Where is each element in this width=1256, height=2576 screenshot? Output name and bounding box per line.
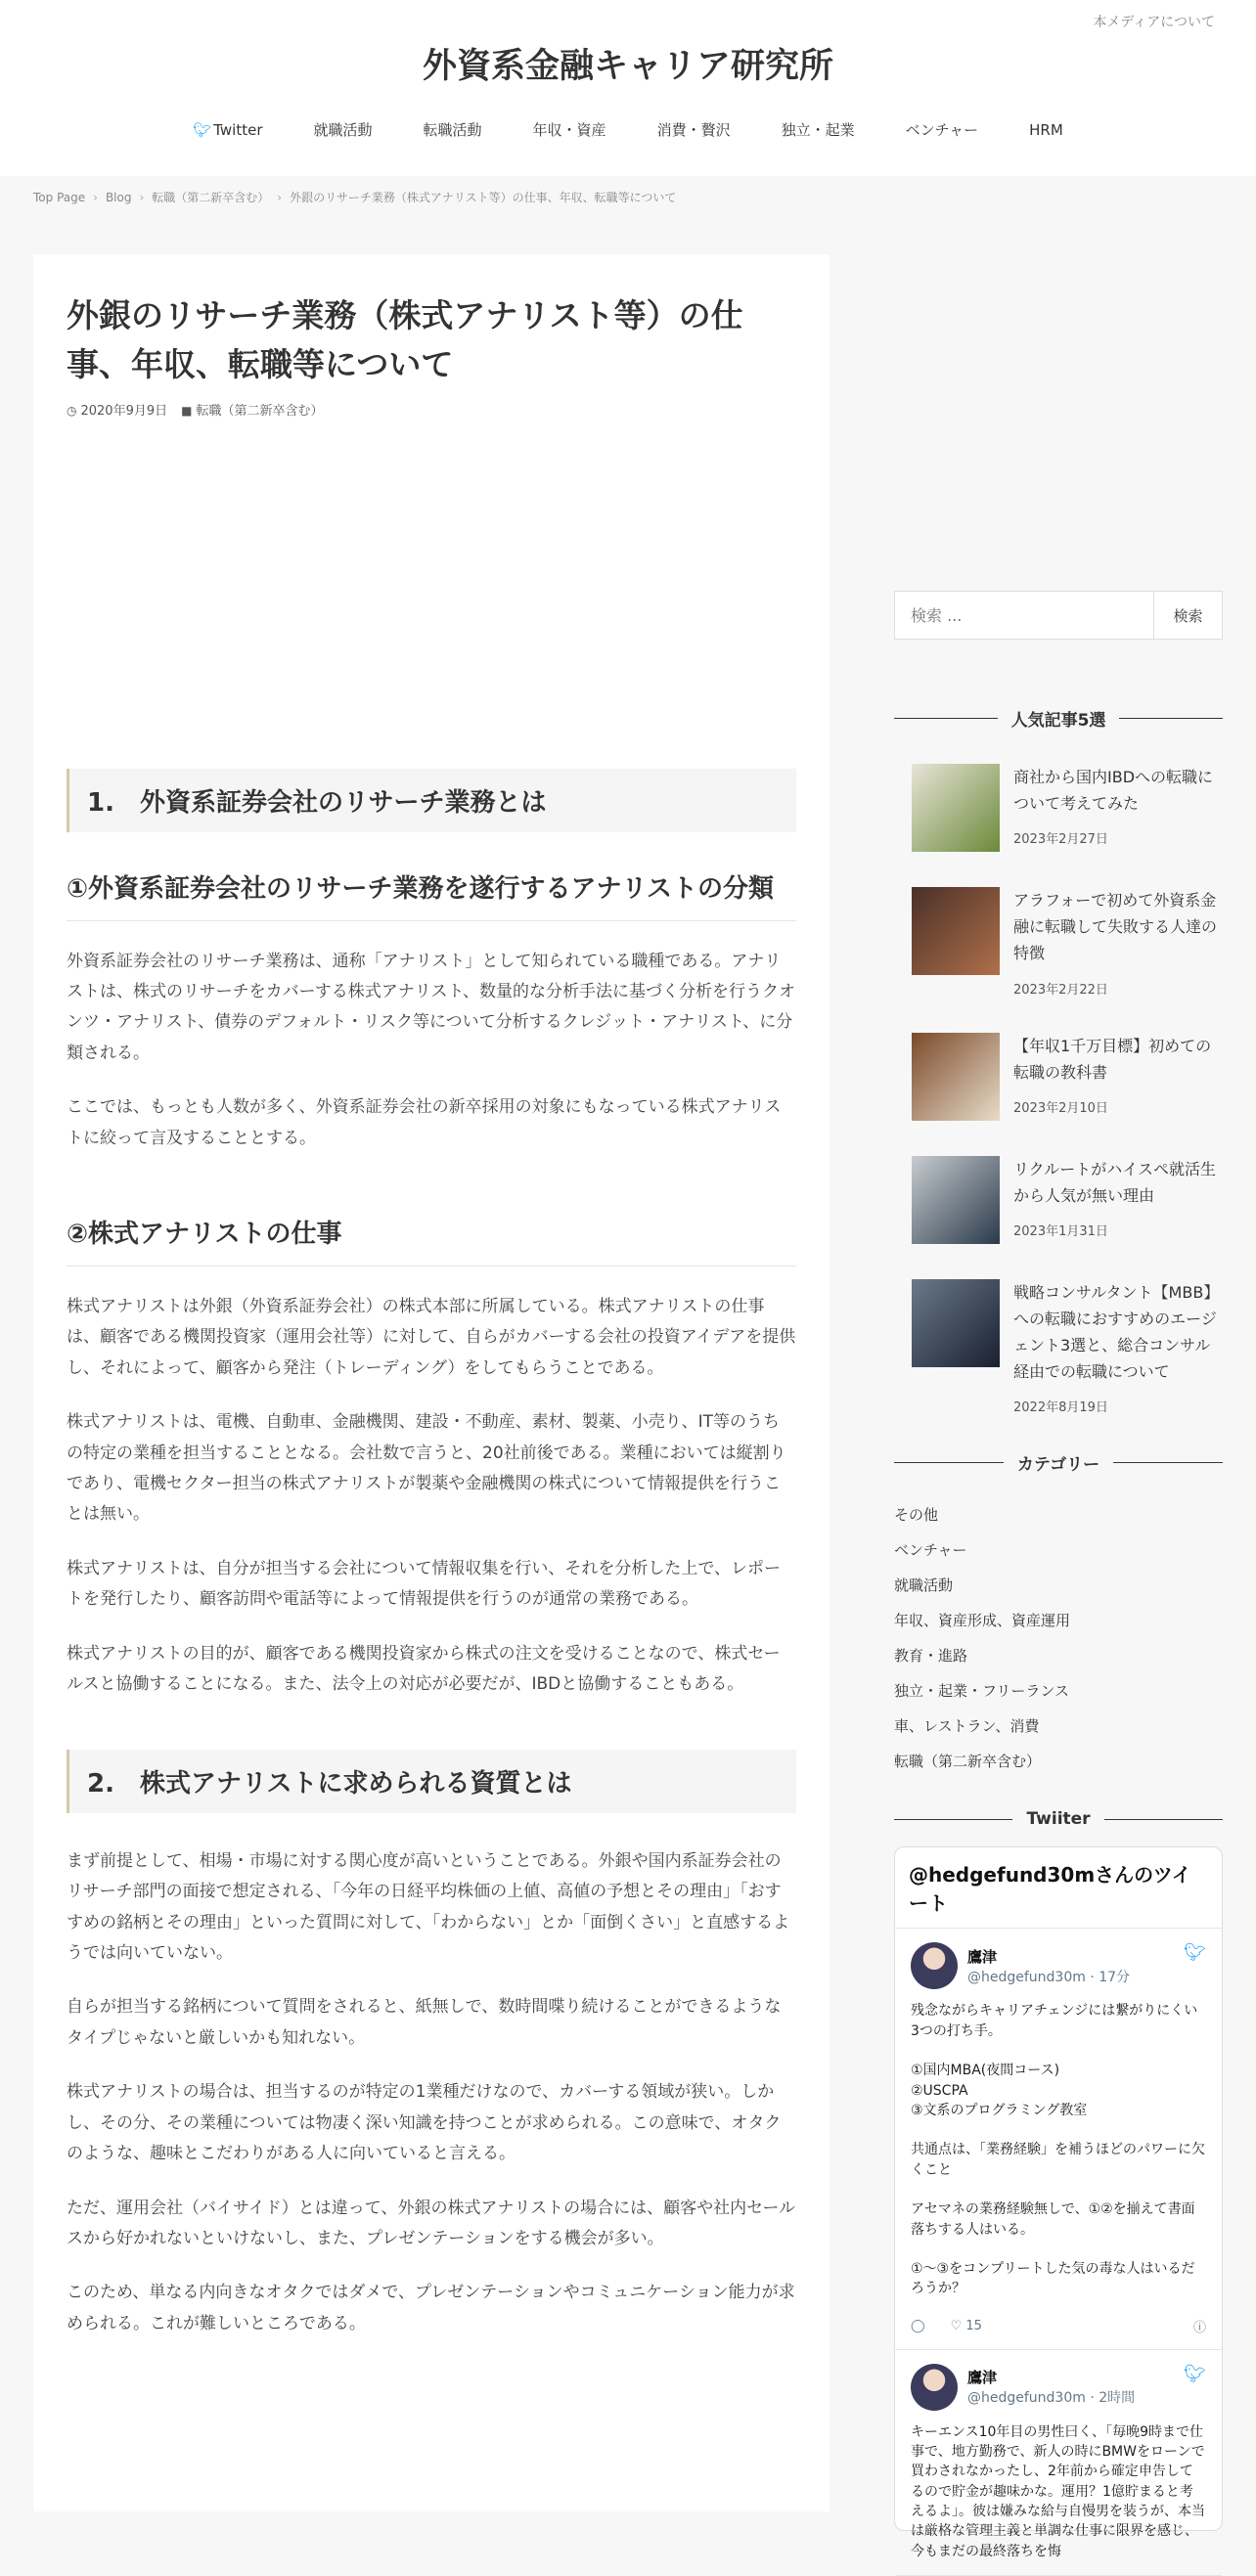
chevron-right-icon: ›: [277, 190, 283, 204]
subsection-heading: ①外資系証券会社のリサーチ業務を遂行するアナリストの分類: [67, 869, 796, 921]
paragraph: ここでは、もっとも人数が多く、外資系証券会社の新卒採用の対象にもなっている株式アナリストに絞って言及することとする。: [67, 1097, 782, 1148]
popular-item[interactable]: [894, 1156, 1223, 1244]
like-count: 15: [965, 2318, 982, 2333]
category-item[interactable]: 教育・進路: [894, 1647, 968, 1666]
category-item[interactable]: 独立・起業・フリーランス: [894, 1682, 1069, 1701]
timeline-header[interactable]: @hedgefund30mさんのツイート: [895, 1847, 1222, 1929]
popular-item[interactable]: [894, 887, 1223, 998]
popular-item-date: 2022年8月19日: [1013, 1400, 1108, 1416]
section-heading: 2. 株式アナリストに求められる資質とは: [67, 1750, 796, 1813]
tweet[interactable]: [895, 1929, 1222, 2349]
category-item[interactable]: 車、レストラン、消費: [894, 1717, 1040, 1736]
category-list: [894, 1504, 1223, 1786]
nav-item-income-assets[interactable]: 年収・資産: [532, 121, 606, 139]
paragraph: 自らが担当する銘柄について質問をされると、紙無しで、数時間喋り続けることができるようなタイプじゃないと厳しいかも知れない。: [67, 1997, 782, 2048]
popular-item-title[interactable]: 商社から国内IBDへの転職について考えてみた: [1013, 768, 1214, 814]
category-item[interactable]: ベンチャー: [894, 1541, 967, 1560]
tweet-body: キーエンス10年目の男性曰く、「毎晩9時まで仕事で、地方勤務で、新人の時にBMWをローンで買わされなかったし、2年前から確定申告してるので貯金が趣味かな。運用？1億貯まると考えるよ」。彼は嫌みな給与自慢男を装うが、本当は厳格な管理主義と単調な仕事に限界を感じ、今もまだの最終落ちを悔: [911, 2423, 1205, 2559]
category-item[interactable]: 転職（第二新卒含む）: [894, 1753, 1042, 1771]
sidebar: [894, 591, 1223, 2559]
twitter-bird-icon: 🐦︎: [193, 120, 212, 139]
breadcrumb: [33, 189, 676, 205]
category-item[interactable]: その他: [894, 1506, 939, 1525]
popular-widget-title: 人気記事5選: [894, 706, 1223, 731]
avatar[interactable]: [911, 1942, 958, 1989]
category-item[interactable]: 就職活動: [894, 1577, 954, 1595]
post-thumbnail[interactable]: [912, 1156, 1000, 1244]
subsection-heading: ②株式アナリストの仕事: [67, 1215, 796, 1266]
popular-item-title[interactable]: 【年収1千万目標】初めての転職の教科書: [1013, 1036, 1212, 1082]
clock-icon: ◷: [67, 404, 77, 418]
section-heading: 1. 外資系証券会社のリサーチ業務とは: [67, 769, 796, 832]
nav-item-hrm[interactable]: HRM: [1029, 120, 1063, 139]
breadcrumb-current: 外銀のリサーチ業務（株式アナリスト等）の仕事、年収、転職等について: [290, 191, 677, 204]
paragraph: ただ、運用会社（バイサイド）とは違って、外銀の株式アナリストの場合には、顧客や社内セールスから好かれないといけないし、また、プレゼンテーションをする機会が多い。: [67, 2198, 796, 2248]
post-thumbnail[interactable]: [912, 887, 1000, 975]
post-category[interactable]: 転職（第二新卒含む）: [196, 404, 324, 419]
popular-item-date: 2023年2月27日: [1013, 832, 1108, 848]
post-thumbnail[interactable]: [912, 1033, 1000, 1121]
about-media-link[interactable]: 本メディアについて: [1093, 15, 1215, 30]
twitter-timeline: [894, 1846, 1223, 2559]
popular-list: [894, 764, 1223, 1415]
site-title[interactable]: 外資系金融キャリア研究所: [422, 47, 833, 86]
popular-item-date: 2023年2月10日: [1013, 1100, 1108, 1116]
search-input[interactable]: [895, 592, 1153, 639]
popular-item[interactable]: [894, 1033, 1223, 1121]
breadcrumb-top[interactable]: Top Page: [33, 190, 86, 204]
tweet-body: 残念ながらキャリアチェンジには繋がりにくい3つの打ち手。 ①国内MBA(夜間コース) ②USCPA ③文系のプログラミング教室 共通点は、「業務経験」を補うほどのパワーに欠くこと アセマネの業務経験無しで、①②を揃えて書面落ちする人はいる。 ①～③をコンプリートした気の毒な人はいるだろうか？: [911, 2003, 1205, 2297]
paragraph: 外資系証券会社のリサーチ業務は、通称「アナリスト」として知られている職種である。アナリストは、株式のリサーチをカバーする株式アナリスト、数量的な分析手法に基づく分析を行うクオンツ・アナリスト、債券のデフォルト・リスク等について分析するクレジット・アナリスト、に分類される。: [67, 951, 795, 1063]
avatar[interactable]: [911, 2364, 958, 2411]
chevron-right-icon: ›: [139, 190, 145, 204]
nav-item-job-hunting[interactable]: 就職活動: [313, 121, 373, 139]
tweet-handle[interactable]: @hedgefund30m · 17分: [967, 1969, 1131, 1985]
popular-item[interactable]: [894, 764, 1223, 852]
post-thumbnail[interactable]: [912, 764, 1000, 852]
search-button[interactable]: 検索: [1153, 592, 1222, 639]
tweet[interactable]: [895, 2350, 1222, 2576]
popular-item-date: 2023年2月22日: [1013, 982, 1108, 998]
paragraph: 株式アナリストの目的が、顧客である機関投資家から株式の注文を受けることなので、株式セールスと協働することになる。また、法令上の対応が必要だが、IBDと協働することもある。: [67, 1643, 781, 1695]
post-thumbnail[interactable]: [912, 1279, 1000, 1367]
global-nav: [0, 119, 1256, 140]
ad-space: [67, 419, 796, 741]
info-icon[interactable]: ⓘ: [1192, 2320, 1206, 2335]
category-widget-title: カテゴリー: [894, 1450, 1223, 1475]
heart-icon: ♡: [950, 2318, 963, 2333]
paragraph: 株式アナリストの場合は、担当するのが特定の1業種だけなので、カバーする領域が狭い。しかし、その分、その業種については物凄く深い知識を持つことが求められる。この意味で、オタクのような、趣味とこだわりがある人に向いていると言える。: [67, 2082, 782, 2164]
post-date: 2020年9月9日: [80, 404, 168, 419]
article: [33, 254, 830, 2511]
popular-item-title[interactable]: リクルートがハイスペ就活生から人気が無い理由: [1013, 1159, 1217, 1205]
search-form: [894, 591, 1223, 640]
reply-icon[interactable]: ◯: [911, 2318, 925, 2333]
paragraph: 株式アナリストは、自分が担当する会社について情報収集を行い、それを分析した上で、レポートを発行したり、顧客訪問や電話等によって情報提供を行うのが通常の業務である。: [67, 1558, 781, 1610]
breadcrumb-blog[interactable]: Blog: [105, 190, 132, 204]
chevron-right-icon: ›: [93, 190, 98, 204]
popular-item-date: 2023年1月31日: [1013, 1223, 1108, 1239]
popular-item-title[interactable]: アラフォーで初めて外資系金融に転職して失敗する人達の特徴: [1013, 891, 1218, 963]
paragraph: 株式アナリストは外銀（外資系証券会社）の株式本部に所属している。株式アナリストの仕事は、顧客である機関投資家（運用会社等）に対して、自らがカバーする会社の投資アイデアを提供し、それによって、顧客から発注（トレーディング）をしてもらうことである。: [67, 1296, 796, 1378]
nav-item-twitter[interactable]: 🐦︎ Twitter: [193, 120, 263, 139]
category-item[interactable]: 年収、資産形成、資産運用: [894, 1612, 1071, 1630]
twitter-bird-icon[interactable]: 🐦︎: [1184, 1942, 1206, 1964]
nav-item-independence[interactable]: 独立・起業: [781, 121, 855, 139]
tweet-handle[interactable]: @hedgefund30m · 2時間: [967, 2390, 1136, 2407]
tweet-author[interactable]: 鷹津: [967, 2369, 998, 2387]
nav-item-career-change[interactable]: 転職活動: [423, 121, 482, 139]
popular-item-title[interactable]: 戦略コンサルタント【MBB】への転職におすすめのエージェント3選と、総合コンサル経由での転職について: [1013, 1282, 1220, 1382]
breadcrumb-category[interactable]: 転職（第二新卒含む）: [152, 191, 270, 204]
twitter-widget-title: Twiiter: [894, 1809, 1223, 1829]
paragraph: このため、単なる内向きなオタクではダメで、プレゼンテーションやコミュニケーション能力が求められる。これが難しいところである。: [67, 2283, 795, 2333]
tweet-actions: [911, 2317, 1206, 2335]
page-title: 外銀のリサーチ業務（株式アナリスト等）の仕事、年収、転職等について: [67, 296, 743, 383]
post-meta: [67, 400, 796, 419]
twitter-bird-icon[interactable]: 🐦︎: [1184, 2363, 1206, 2384]
site-header: [0, 0, 1256, 176]
paragraph: 株式アナリストは、電機、自動車、金融機関、建設・不動産、素材、製薬、小売り、IT等のうちの特定の業種を担当することとなる。会社数で言うと、20社前後である。業種においては縦割りであり、電機セクター担当の株式アナリストが製薬や金融機関の株式について情報提供を行うことは無い。: [67, 1412, 786, 1525]
paragraph: まず前提として、相場・市場に対する関心度が高いということである。外銀や国内系証券会社のリサーチ部門の面接で想定される、「今年の日経平均株価の上値、高値の予想とその理由」「おすすめの銘柄とその理由」といった質問に対して、「わからない」とか「面倒くさい」と直感するようでは向いていない。: [67, 1850, 790, 1963]
tweet-author[interactable]: 鷹津: [967, 1947, 998, 1966]
folder-icon: ■: [181, 404, 193, 418]
popular-item[interactable]: [894, 1279, 1223, 1416]
nav-item-venture[interactable]: ベンチャー: [905, 121, 979, 139]
nav-item-consumption[interactable]: 消費・贅沢: [656, 121, 731, 139]
